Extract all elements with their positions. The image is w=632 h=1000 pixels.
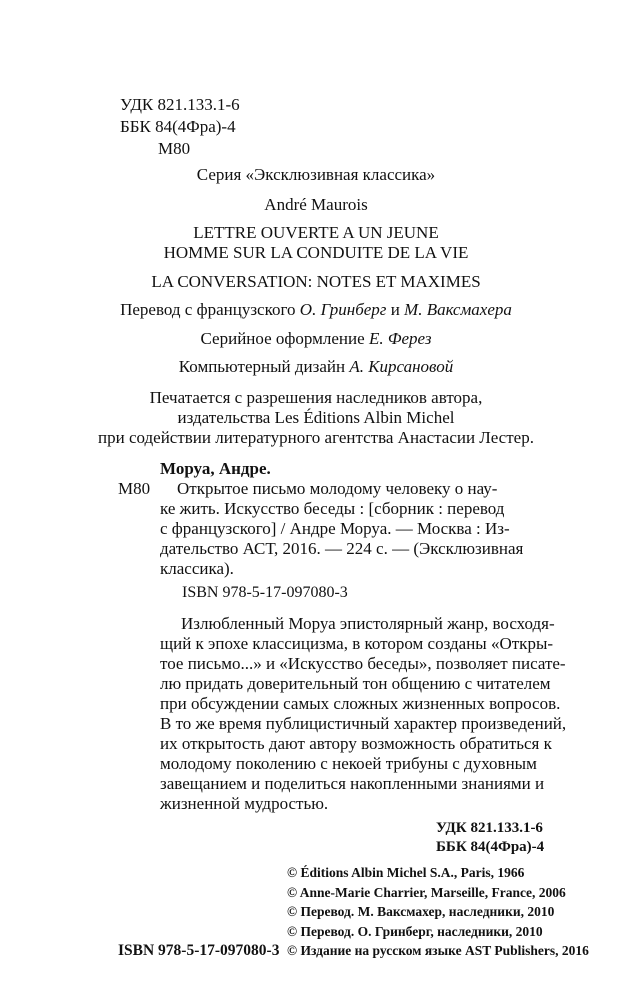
original-author: André Maurois xyxy=(264,195,368,214)
computer-designer: А. Кирсановой xyxy=(349,357,454,376)
annotation-line-6: В то же время публицистичный характер произведений, xyxy=(160,714,567,733)
catalog-line-5: классика). xyxy=(160,559,234,578)
copyright-line-5: © Издание на русском языке AST Publishers, 2016 xyxy=(287,943,589,958)
copyright-line-1: © Éditions Albin Michel S.A., Paris, 1966 xyxy=(287,865,525,880)
annotation-line-10: жизненной мудростью. xyxy=(160,794,329,813)
copyright-line-4: © Перевод. О. Гринберг, наследники, 2010 xyxy=(287,924,543,939)
annotation-line-9: завещанием и поделиться накопленными знаниями и xyxy=(160,774,545,793)
udk-code: УДК 821.133.1-6 xyxy=(120,95,240,114)
bbk-code: ББК 84(4Фра)-4 xyxy=(120,117,236,136)
original-title-line-2: HOMME SUR LA CONDUITE DE LA VIE xyxy=(163,243,469,262)
catalog-mark: М80 xyxy=(118,479,151,498)
isbn-bold: ISBN 978-5-17-097080-3 xyxy=(118,942,280,959)
annotation-line-2: щий к эпохе классицизма, в котором созданы «Откры- xyxy=(160,634,554,653)
permission-line-2: издательства Les Éditions Albin Michel xyxy=(177,408,455,427)
copyright-line-2: © Anne-Marie Charrier, Marseille, France, 2006 xyxy=(287,885,566,900)
series-design-prefix: Серийное оформление xyxy=(200,329,369,348)
translation-credit xyxy=(0,301,632,318)
bottom-bbk: ББК 84(4Фра)-4 xyxy=(436,839,545,855)
series-designer: Е. Ферез xyxy=(368,329,432,348)
permission-line-1: Печатается с разрешения наследников автора, xyxy=(149,388,483,407)
series-design-credit xyxy=(0,330,632,347)
translation-prefix: Перевод с французского xyxy=(120,300,300,319)
catalog-author: Моруа, Андре. xyxy=(160,459,271,478)
bottom-udk: УДК 821.133.1-6 xyxy=(436,820,543,836)
catalog-line-4: дательство АСТ, 2016. — 224 с. — (Эксклюзивная xyxy=(160,539,524,558)
permission-line-3: при содействии литературного агентства Анастасии Лестер. xyxy=(98,428,534,447)
annotation-line-1: Излюбленный Моруа эпистолярный жанр, восходя- xyxy=(181,614,555,633)
translation-conjunction: и xyxy=(386,300,405,319)
computer-design-credit xyxy=(0,358,632,375)
annotation-line-8: молодому поколению с некоей трибуны с духовным xyxy=(160,754,537,773)
author-mark: М80 xyxy=(158,139,191,158)
catalog-isbn: ISBN 978-5-17-097080-3 xyxy=(182,584,348,601)
catalog-text: Открытое письмо молодому человеку о нау- xyxy=(177,479,498,498)
catalog-line-1 xyxy=(177,480,534,497)
annotation-line-3: тое письмо...» и «Искусство беседы», позволяет писате- xyxy=(160,654,566,673)
annotation-line-4: лю придать доверительный тон общению с читателем xyxy=(160,674,551,693)
computer-design-prefix: Компьютерный дизайн xyxy=(178,357,350,376)
copyright-line-3: © Перевод. М. Ваксмахер, наследники, 2010 xyxy=(287,904,555,919)
series-line: Серия «Эксклюзивная классика» xyxy=(196,165,436,184)
annotation-line-5: при обсуждении самых сложных жизненных вопросов. xyxy=(160,694,561,713)
translator-2: М. Ваксмахера xyxy=(404,300,512,319)
original-title-2: LA CONVERSATION: NOTES ET MAXIMES xyxy=(151,272,481,291)
catalog-line-3: с французского] / Андре Моруа. — Москва : Из- xyxy=(160,519,510,538)
catalog-line-2: ке жить. Искусство беседы : [сборник : перевод xyxy=(160,499,505,518)
original-title-line-1: LETTRE OUVERTE A UN JEUNE xyxy=(193,223,439,242)
translator-1: О. Гринберг xyxy=(299,300,387,319)
annotation-line-7: их открытость дают автору возможность обратиться к xyxy=(160,734,552,753)
